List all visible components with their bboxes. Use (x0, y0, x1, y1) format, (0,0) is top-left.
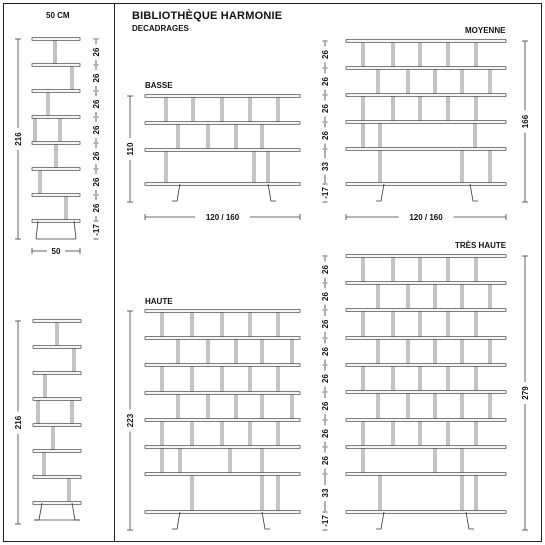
post (277, 312, 279, 336)
post (447, 257, 449, 281)
post (71, 66, 73, 89)
post (191, 421, 193, 445)
post (52, 426, 54, 449)
post (475, 421, 477, 445)
column-bottom-shelf (33, 398, 81, 401)
basse-width: 120 / 160 (205, 213, 240, 222)
basse-shelf (145, 95, 300, 98)
post (419, 366, 421, 390)
moyenne-shelf (346, 94, 506, 97)
post (235, 124, 237, 148)
column-bottom-shelf (33, 476, 81, 479)
post (407, 69, 409, 93)
basse-shelf (145, 122, 300, 125)
leg (262, 512, 270, 529)
leg (376, 184, 384, 201)
post (379, 123, 381, 147)
tres-haute-gap-label: 26 (321, 292, 330, 301)
post (379, 150, 381, 182)
post (165, 151, 167, 182)
post (179, 448, 181, 472)
haute-shelf (145, 337, 300, 340)
column-bottom-shelf (33, 320, 81, 323)
tres-haute-shelf (346, 419, 506, 422)
post (221, 312, 223, 336)
post (461, 69, 463, 93)
column-top-gap-label: -17 (92, 224, 101, 236)
moyenne-shelf (346, 67, 506, 70)
post (474, 123, 476, 147)
haute-shelf (145, 419, 300, 422)
post (475, 42, 477, 66)
column-top-shelf (32, 64, 80, 67)
post (177, 394, 179, 418)
moyenne-shelf (346, 148, 506, 151)
post (221, 366, 223, 391)
post (461, 475, 463, 510)
post (161, 366, 163, 391)
post (419, 96, 421, 120)
haute-shelf (145, 473, 300, 476)
post (235, 394, 237, 418)
post (59, 118, 61, 141)
post (407, 393, 409, 418)
haute-shelf (145, 392, 300, 395)
haute-name: HAUTE (145, 297, 173, 306)
tres-haute-shelf (346, 364, 506, 367)
page-subtitle: DECADRAGES (132, 24, 189, 33)
post (447, 421, 449, 445)
post (447, 311, 449, 336)
leg (72, 503, 80, 520)
column-top-gap-label: 26 (92, 125, 101, 135)
moyenne-gap-label: 26 (321, 131, 330, 140)
post (461, 150, 463, 182)
tres-haute-shelf (346, 255, 506, 258)
post (392, 421, 394, 445)
tres-haute-gap-label: 26 (321, 374, 330, 383)
moyenne-shelf (346, 183, 506, 186)
post (447, 366, 449, 390)
post (475, 366, 477, 390)
post (489, 284, 491, 308)
column-bottom-height: 216 (14, 415, 23, 430)
post (447, 96, 449, 120)
tres-haute-shelf (346, 446, 506, 449)
column-top-shelf (32, 194, 80, 197)
post (37, 400, 39, 423)
moyenne-gap-label: 33 (321, 162, 330, 171)
post (277, 366, 279, 391)
post (47, 92, 49, 115)
tres-haute-gap-label: 26 (321, 456, 330, 465)
moyenne-name: MOYENNE (465, 26, 506, 35)
post (221, 97, 223, 121)
column-top-shelf (32, 220, 80, 223)
moyenne-gap-label: -17 (321, 187, 330, 199)
haute-shelf (145, 364, 300, 367)
tres-haute-name: TRÈS HAUTE (455, 241, 507, 250)
post (362, 311, 364, 336)
post (434, 284, 436, 308)
post (447, 42, 449, 66)
tres-haute-gap-label: 26 (321, 319, 330, 329)
column-top-leg (74, 221, 76, 239)
column-top-shelf (32, 116, 80, 119)
post (392, 42, 394, 66)
post (161, 312, 163, 336)
haute-shelf (145, 446, 300, 449)
post (362, 96, 364, 120)
post (161, 448, 163, 472)
post (434, 339, 436, 363)
post (362, 366, 364, 390)
column-top-shelf (32, 90, 80, 93)
post (461, 393, 463, 418)
column-top-gap-label: 26 (92, 203, 101, 213)
basse-height: 110 (126, 142, 135, 156)
tres-haute-gap-label: 26 (321, 347, 330, 356)
basse-shelf (145, 183, 300, 186)
leg (376, 512, 384, 529)
post (191, 312, 193, 336)
post (65, 196, 67, 219)
post (475, 311, 477, 336)
basse-name: BASSE (145, 81, 173, 90)
post (34, 118, 36, 141)
post (461, 284, 463, 308)
moyenne-height: 166 (521, 114, 530, 129)
post (434, 448, 436, 472)
post (261, 124, 263, 148)
post (489, 339, 491, 363)
column-top-width: 50 (51, 247, 61, 256)
post (475, 475, 477, 510)
post (407, 339, 409, 363)
post (407, 284, 409, 308)
post (362, 421, 364, 445)
post (362, 42, 364, 66)
post (249, 421, 251, 445)
column-top-gap-label: 26 (92, 73, 101, 83)
column-top-shelf (32, 142, 80, 145)
post (207, 339, 209, 363)
post (221, 421, 223, 445)
post (261, 448, 263, 472)
tres-haute-shelf (346, 473, 506, 476)
leg (470, 184, 478, 201)
column-top-shelf (32, 38, 80, 41)
post (277, 475, 279, 510)
leg (172, 184, 180, 201)
post (362, 448, 364, 472)
tres-haute-shelf (346, 511, 506, 514)
post (165, 97, 167, 121)
post (43, 452, 45, 475)
post (192, 97, 194, 121)
post (249, 312, 251, 336)
column-bottom-shelf (33, 424, 81, 427)
basse-shelf (145, 149, 300, 152)
post (68, 478, 70, 501)
column-top-gap-label: 26 (92, 99, 101, 109)
post (475, 257, 477, 281)
post (419, 311, 421, 336)
tres-haute-shelf (346, 391, 506, 394)
post (489, 393, 491, 418)
tres-haute-shelf (346, 309, 506, 312)
post (461, 448, 463, 472)
post (261, 394, 263, 418)
column-bottom-shelf (33, 502, 81, 505)
column-bottom-shelf (33, 372, 81, 375)
post (277, 421, 279, 445)
post (177, 124, 179, 148)
column-top-gap-label: 26 (92, 47, 101, 57)
tres-haute-shelf (346, 282, 506, 285)
post (419, 257, 421, 281)
post (291, 339, 293, 363)
leg (268, 184, 276, 201)
post (362, 257, 364, 281)
column-top-gap-label: 26 (92, 151, 101, 161)
moyenne-shelf (346, 40, 506, 43)
column-bottom-shelf (33, 450, 81, 453)
moyenne-shelf (346, 121, 506, 124)
moyenne-gap-label: 26 (321, 104, 330, 113)
post (267, 151, 269, 182)
haute-shelf (145, 310, 300, 313)
post (377, 393, 379, 418)
post (377, 69, 379, 93)
post (291, 394, 293, 418)
column-top-leg (36, 221, 38, 239)
haute-shelf (145, 511, 300, 514)
post (489, 69, 491, 93)
post (56, 322, 58, 345)
column-top-gap-label: 26 (92, 177, 101, 187)
post (39, 170, 41, 193)
post (461, 339, 463, 363)
leg (172, 512, 180, 529)
tres-haute-gap-label: 26 (321, 265, 330, 274)
post (419, 421, 421, 445)
post (392, 257, 394, 281)
post (434, 393, 436, 418)
tres-haute-gap-label: 33 (321, 488, 330, 498)
post (71, 400, 73, 423)
haute-height: 223 (126, 413, 135, 428)
post (55, 144, 57, 167)
tres-haute-gap-label: 26 (321, 429, 330, 438)
post (207, 394, 209, 418)
post (475, 96, 477, 120)
moyenne-gap-label: 26 (321, 77, 330, 86)
post (379, 475, 381, 510)
post (392, 96, 394, 120)
post (261, 475, 263, 510)
post (489, 150, 491, 182)
post (161, 421, 163, 445)
tres-haute-shelf (346, 337, 506, 340)
post (54, 40, 56, 63)
left-width-label: 50 CM (46, 11, 70, 20)
post (207, 124, 209, 148)
post (235, 339, 237, 363)
post (253, 151, 255, 182)
leg (34, 503, 42, 520)
tres-haute-gap-label: 26 (321, 401, 330, 411)
leg (466, 512, 474, 529)
post (434, 69, 436, 93)
post (73, 348, 75, 371)
tres-haute-height: 279 (521, 386, 530, 400)
post (249, 366, 251, 391)
column-top-height: 216 (14, 132, 23, 146)
post (177, 339, 179, 363)
post (419, 42, 421, 66)
post (249, 97, 251, 121)
post (277, 97, 279, 121)
moyenne-gap-label: 26 (321, 50, 330, 59)
post (44, 374, 46, 397)
post (392, 311, 394, 336)
column-bottom-shelf (33, 346, 81, 349)
post (377, 339, 379, 363)
post (392, 366, 394, 390)
post (229, 448, 231, 472)
post (191, 366, 193, 391)
post (362, 123, 364, 147)
column-top-shelf (32, 168, 80, 171)
post (191, 475, 193, 510)
moyenne-width: 120 / 160 (409, 213, 443, 222)
tres-haute-gap-label: -17 (321, 515, 330, 527)
post (261, 339, 263, 363)
post (377, 284, 379, 308)
page-title: BIBLIOTHÈQUE HARMONIE (132, 10, 283, 22)
